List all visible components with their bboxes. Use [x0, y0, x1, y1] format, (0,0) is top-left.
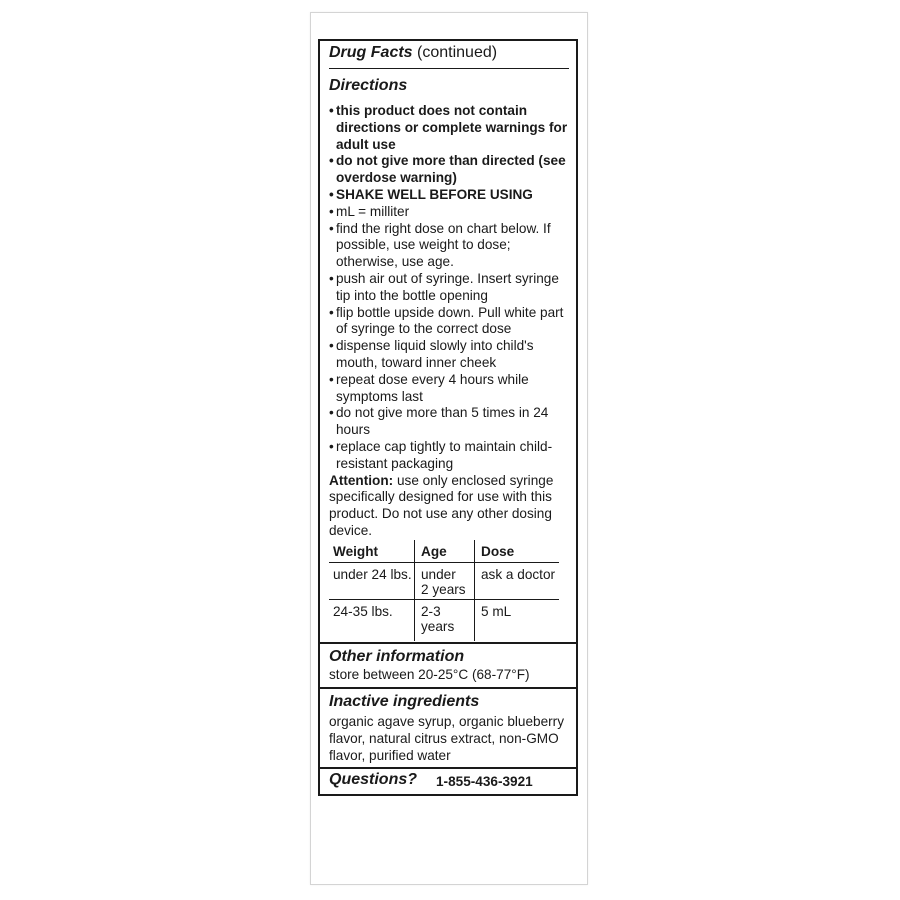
other-information-title: Other information — [329, 648, 465, 665]
directions-line-text: of syringe to the correct dose — [336, 321, 512, 337]
directions-bullet-line — [329, 204, 574, 221]
attention-text: device. — [329, 522, 373, 538]
directions-line-text: resistant packaging — [336, 455, 454, 471]
table-cell-dose: 5 mL — [481, 604, 512, 619]
ingredients-line: flavor, purified water — [329, 748, 451, 763]
table-cell-weight: under 24 lbs. — [333, 567, 412, 582]
directions-bullet-line — [329, 305, 574, 322]
directions-line-text: do not give more than 5 times in 24 — [336, 405, 549, 421]
directions-continuation-line — [329, 389, 574, 406]
header-rule — [329, 68, 569, 69]
directions-bullet-line — [329, 103, 574, 120]
table-cell-weight: 24-35 lbs. — [333, 604, 393, 619]
table-cell-age: 2-3 — [421, 604, 441, 619]
directions-bullet-line — [329, 271, 574, 288]
directions-continuation-line — [329, 355, 574, 372]
inactive-ingredients-title: Inactive ingredients — [329, 693, 480, 710]
section-rule — [320, 642, 576, 644]
attention-text: specifically designed for use with this — [329, 489, 552, 505]
table-cell-age: years — [421, 619, 455, 634]
table-header-weight: Weight — [333, 544, 379, 559]
questions-title: Questions? — [329, 771, 418, 788]
directions-line-text: possible, use weight to dose; — [336, 237, 511, 253]
directions-bullet-line — [329, 153, 574, 170]
directions-line-text: hours — [336, 422, 371, 438]
table-divider-2 — [474, 540, 475, 641]
attention-line — [329, 523, 574, 540]
directions-continuation-line — [329, 321, 574, 338]
directions-line-text: push air out of syringe. Insert syringe — [336, 270, 559, 286]
bullet-icon: • — [329, 304, 334, 320]
directions-line-text: directions or complete warnings for — [336, 119, 568, 135]
directions-list — [329, 103, 574, 540]
directions-line-text: tip into the bottle opening — [336, 287, 488, 303]
bullet-icon: • — [329, 186, 334, 202]
directions-bullet-line — [329, 221, 574, 238]
directions-bullet-line — [329, 372, 574, 389]
directions-bullet-line — [329, 405, 574, 422]
section-rule — [320, 767, 576, 769]
directions-continuation-line — [329, 422, 574, 439]
inactive-ingredients-text — [329, 713, 564, 764]
directions-line-text: do not give more than directed (see — [336, 153, 566, 169]
directions-line-text: dispense liquid slowly into child's — [336, 338, 534, 354]
bullet-icon: • — [329, 438, 334, 454]
directions-line-text: mL = milliter — [336, 203, 410, 219]
bullet-icon: • — [329, 103, 334, 118]
bullet-icon: • — [329, 338, 334, 354]
directions-line-text: flip bottle upside down. Pull white part — [336, 304, 564, 320]
directions-line-text: replace cap tightly to maintain child- — [336, 438, 553, 454]
attention-text: product. Do not use any other dosing — [329, 506, 552, 522]
directions-continuation-line — [329, 137, 574, 154]
other-information-text: store between 20-25°C (68-77°F) — [329, 667, 530, 682]
directions-line-text: mouth, toward inner cheek — [336, 354, 497, 370]
directions-continuation-line — [329, 237, 574, 254]
directions-line-text: adult use — [336, 136, 396, 152]
attention-line — [329, 473, 574, 490]
attention-line — [329, 506, 574, 523]
drug-facts-panel — [318, 39, 578, 796]
bullet-icon: • — [329, 153, 334, 169]
table-cell-age: under — [421, 567, 456, 582]
directions-continuation-line — [329, 288, 574, 305]
directions-line-text: overdose warning) — [336, 170, 457, 186]
drug-facts-title: Drug Facts (continued) — [329, 44, 498, 61]
table-header-age: Age — [421, 544, 447, 559]
questions-phone: 1-855-436-3921 — [436, 774, 533, 789]
table-row-rule — [329, 599, 559, 600]
bullet-icon: • — [329, 405, 334, 421]
table-divider-1 — [414, 540, 415, 641]
attention-line — [329, 489, 574, 506]
directions-title: Directions — [329, 77, 408, 94]
bullet-icon: • — [329, 270, 334, 286]
bullet-icon: • — [329, 203, 334, 219]
directions-continuation-line — [329, 254, 574, 271]
ingredients-line: flavor, natural citrus extract, non-GMO — [329, 731, 559, 746]
directions-line-text: symptoms last — [336, 388, 423, 404]
table-header-dose: Dose — [481, 544, 515, 559]
directions-bullet-line — [329, 187, 574, 204]
bullet-icon: • — [329, 371, 334, 387]
table-header-rule — [329, 562, 559, 563]
table-cell-age: 2 years — [421, 582, 466, 597]
directions-line-text: otherwise, use age. — [336, 254, 454, 270]
dose-table — [329, 540, 559, 641]
directions-continuation-line — [329, 170, 574, 187]
directions-line-text: this product does not contain — [336, 103, 528, 118]
directions-continuation-line — [329, 456, 574, 473]
attention-text: use only enclosed syringe — [393, 472, 554, 488]
ingredients-line: organic agave syrup, organic blueberry — [329, 714, 565, 729]
directions-continuation-line — [329, 120, 574, 137]
bullet-icon: • — [329, 220, 334, 236]
directions-line-text: repeat dose every 4 hours while — [336, 371, 529, 387]
table-cell-dose: ask a doctor — [481, 567, 556, 582]
directions-bullet-line — [329, 338, 574, 355]
attention-label: Attention: — [329, 472, 394, 488]
directions-line-text: SHAKE WELL BEFORE USING — [336, 186, 533, 202]
directions-line-text: find the right dose on chart below. If — [336, 220, 551, 236]
section-rule — [320, 687, 576, 689]
directions-bullet-line — [329, 439, 574, 456]
